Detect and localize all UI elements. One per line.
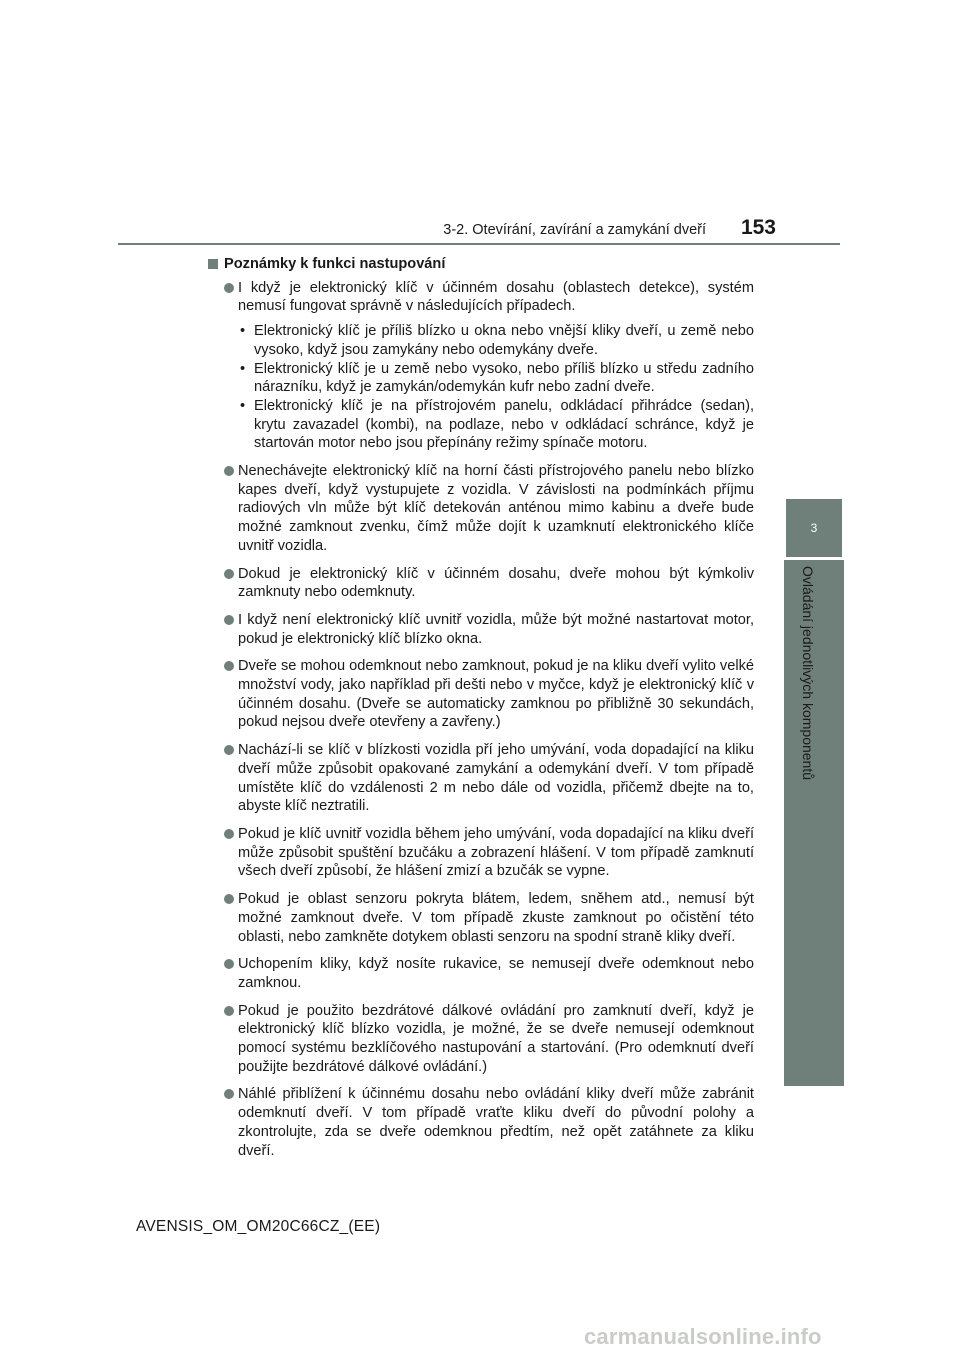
sub-item [238, 397, 754, 453]
watermark: carmanualsonline.info [584, 1324, 822, 1349]
section-heading [208, 255, 754, 274]
sub-item-text: Elektronický klíč je u země nebo vysoko, nebo příliš blízko u středu zadního nárazníku, když je zamykán/odemykán kufr nebo zadní dveře. [254, 360, 754, 396]
header-rule [118, 243, 840, 245]
sub-list [238, 322, 754, 453]
content [208, 255, 754, 1169]
dot-icon: • [240, 360, 246, 377]
circle-bullet-icon [224, 1006, 234, 1016]
bullet-item [208, 279, 754, 453]
bullet-item [208, 1085, 754, 1160]
bullet-text: I když je elektronický klíč v účinném dosahu (oblastech detekce), systém nemusí fungovat správně v následujících případech. [238, 279, 754, 315]
circle-bullet-icon [224, 959, 234, 969]
page-number: 153 [740, 216, 776, 239]
bullet-item [208, 657, 754, 732]
bullet-text: Dokud je elektronický klíč v účinném dosahu, dveře mohou být kýmkoliv zamknuty nebo odemknuty. [238, 565, 754, 601]
chapter-tab [786, 499, 842, 557]
bullet-item [208, 565, 754, 602]
circle-bullet-icon [224, 569, 234, 579]
circle-bullet-icon [224, 466, 234, 476]
sub-item-text: Elektronický klíč je příliš blízko u okna nebo vnější kliky dveří, u země nebo vysoko, když jsou zamykány nebo odemykány dveře. [254, 323, 754, 358]
bullet-text: Pokud je oblast senzoru pokryta blátem, ledem, sněhem atd., nemusí být možné zamknout dveře. V tom případě zkuste zamknout po očistění této oblasti, nebo zamkněte dotykem oblasti senzoru na spodní straně kliky dveří. [238, 891, 754, 945]
bullet-text: Pokud je použito bezdrátové dálkové ovládání pro zamknutí dveří, když je elektronický klíč blízko vozidla, je možné, že se dveře nemusejí odemknout pomocí systému bezklíčového nastupování a startování. (Pro odemknutí dveří použijte bezdrátové dálkové ovládání.) [238, 1002, 754, 1075]
bullet-text: Náhlé přiblížení k účinnému dosahu nebo ovládání kliky dveří může zabránit odemknutí dveří. V tom případě vraťte kliku dveří do původní polohy a zkontrolujte, zda se dveře odemknou předtím, než opět zatáhnete za kliku dveří. [238, 1086, 754, 1159]
circle-bullet-icon [224, 661, 234, 671]
sub-item [238, 322, 754, 359]
section-heading-text: Poznámky k funkci nastupování [224, 256, 446, 272]
circle-bullet-icon [224, 829, 234, 839]
bullet-item [208, 890, 754, 946]
sub-item-text: Elektronický klíč je na přístrojovém panelu, odkládací přihrádce (sedan), krytu zavazadel (kombi), na podlaze, nebo v odkládací schránce, když je startován motor nebo jsou přepínány režimy spínače motoru. [254, 397, 754, 452]
circle-bullet-icon [224, 745, 234, 755]
bullet-text: Pokud je klíč uvnitř vozidla během jeho umývání, voda dopadající na kliku dveří může způsobit spuštění bzučáku a zobrazení hlášení. V tom případě zamknutí všech dveří způsobí, že hlášení zmizí a bzučák se vypne. [238, 825, 754, 880]
bullet-item [208, 462, 754, 556]
bullet-text: Nachází-li se klíč v blízkosti vozidla pří jeho umývání, voda dopadající na kliku dveří může způsobit opakované zamykání a odemykání dveří. V tom případě umístěte klíč do vzdálenosti 2 m nebo dále od vozidla, přičemž dbejte na to, abyste klíč neztratili. [238, 742, 754, 815]
bullet-item [208, 825, 754, 881]
bullet-item [208, 1002, 754, 1077]
circle-bullet-icon [224, 615, 234, 625]
bullet-text: Nenechávejte elektronický klíč na horní části přístrojového panelu nebo blízko kapes dveří, když vystupujete z vozidla. V závislosti na podmínkách příjmu radiových vln může být klíč detekován anténou mimo kabinu a dveře bude možné zamknout zvenku, čímž může dojít k uzamknutí elektronického klíče uvnitř vozidla. [238, 463, 754, 554]
dot-icon: • [240, 397, 246, 414]
bullet-text: I když není elektronický klíč uvnitř vozidla, může být možné nastartovat motor, pokud je elektronický klíč blízko okna. [238, 611, 754, 647]
circle-bullet-icon [224, 1089, 234, 1099]
bullet-item [208, 741, 754, 816]
chapter-number: 3 [810, 521, 818, 535]
circle-bullet-icon [224, 283, 234, 293]
sub-item [238, 360, 754, 397]
bullet-text: Uchopením kliky, když nosíte rukavice, se nemusejí dveře odemknout nebo zamknou. [238, 956, 754, 991]
chapter-side-label: Ovládání jednotlivých komponentů [800, 566, 816, 781]
bullet-item [208, 611, 754, 648]
square-bullet-icon [208, 259, 218, 269]
bullet-text: Dveře se mohou odemknout nebo zamknout, pokud je na kliku dveří vylito velké množství vody, jako například při dešti nebo v myčce, když je elektronický klíč v účinném dosahu. (Dveře se automaticky zamknou po přibližně 30 sekundách, pokud nejsou dveře otevřeny a zavřeny.) [238, 658, 754, 731]
bullet-item [208, 955, 754, 992]
dot-icon: • [240, 323, 246, 340]
footer-code: AVENSIS_OM_OM20C66CZ_(EE) [136, 1218, 381, 1235]
circle-bullet-icon [224, 894, 234, 904]
header-title: 3-2. Otevírání, zavírání a zamykání dveří [443, 222, 706, 238]
